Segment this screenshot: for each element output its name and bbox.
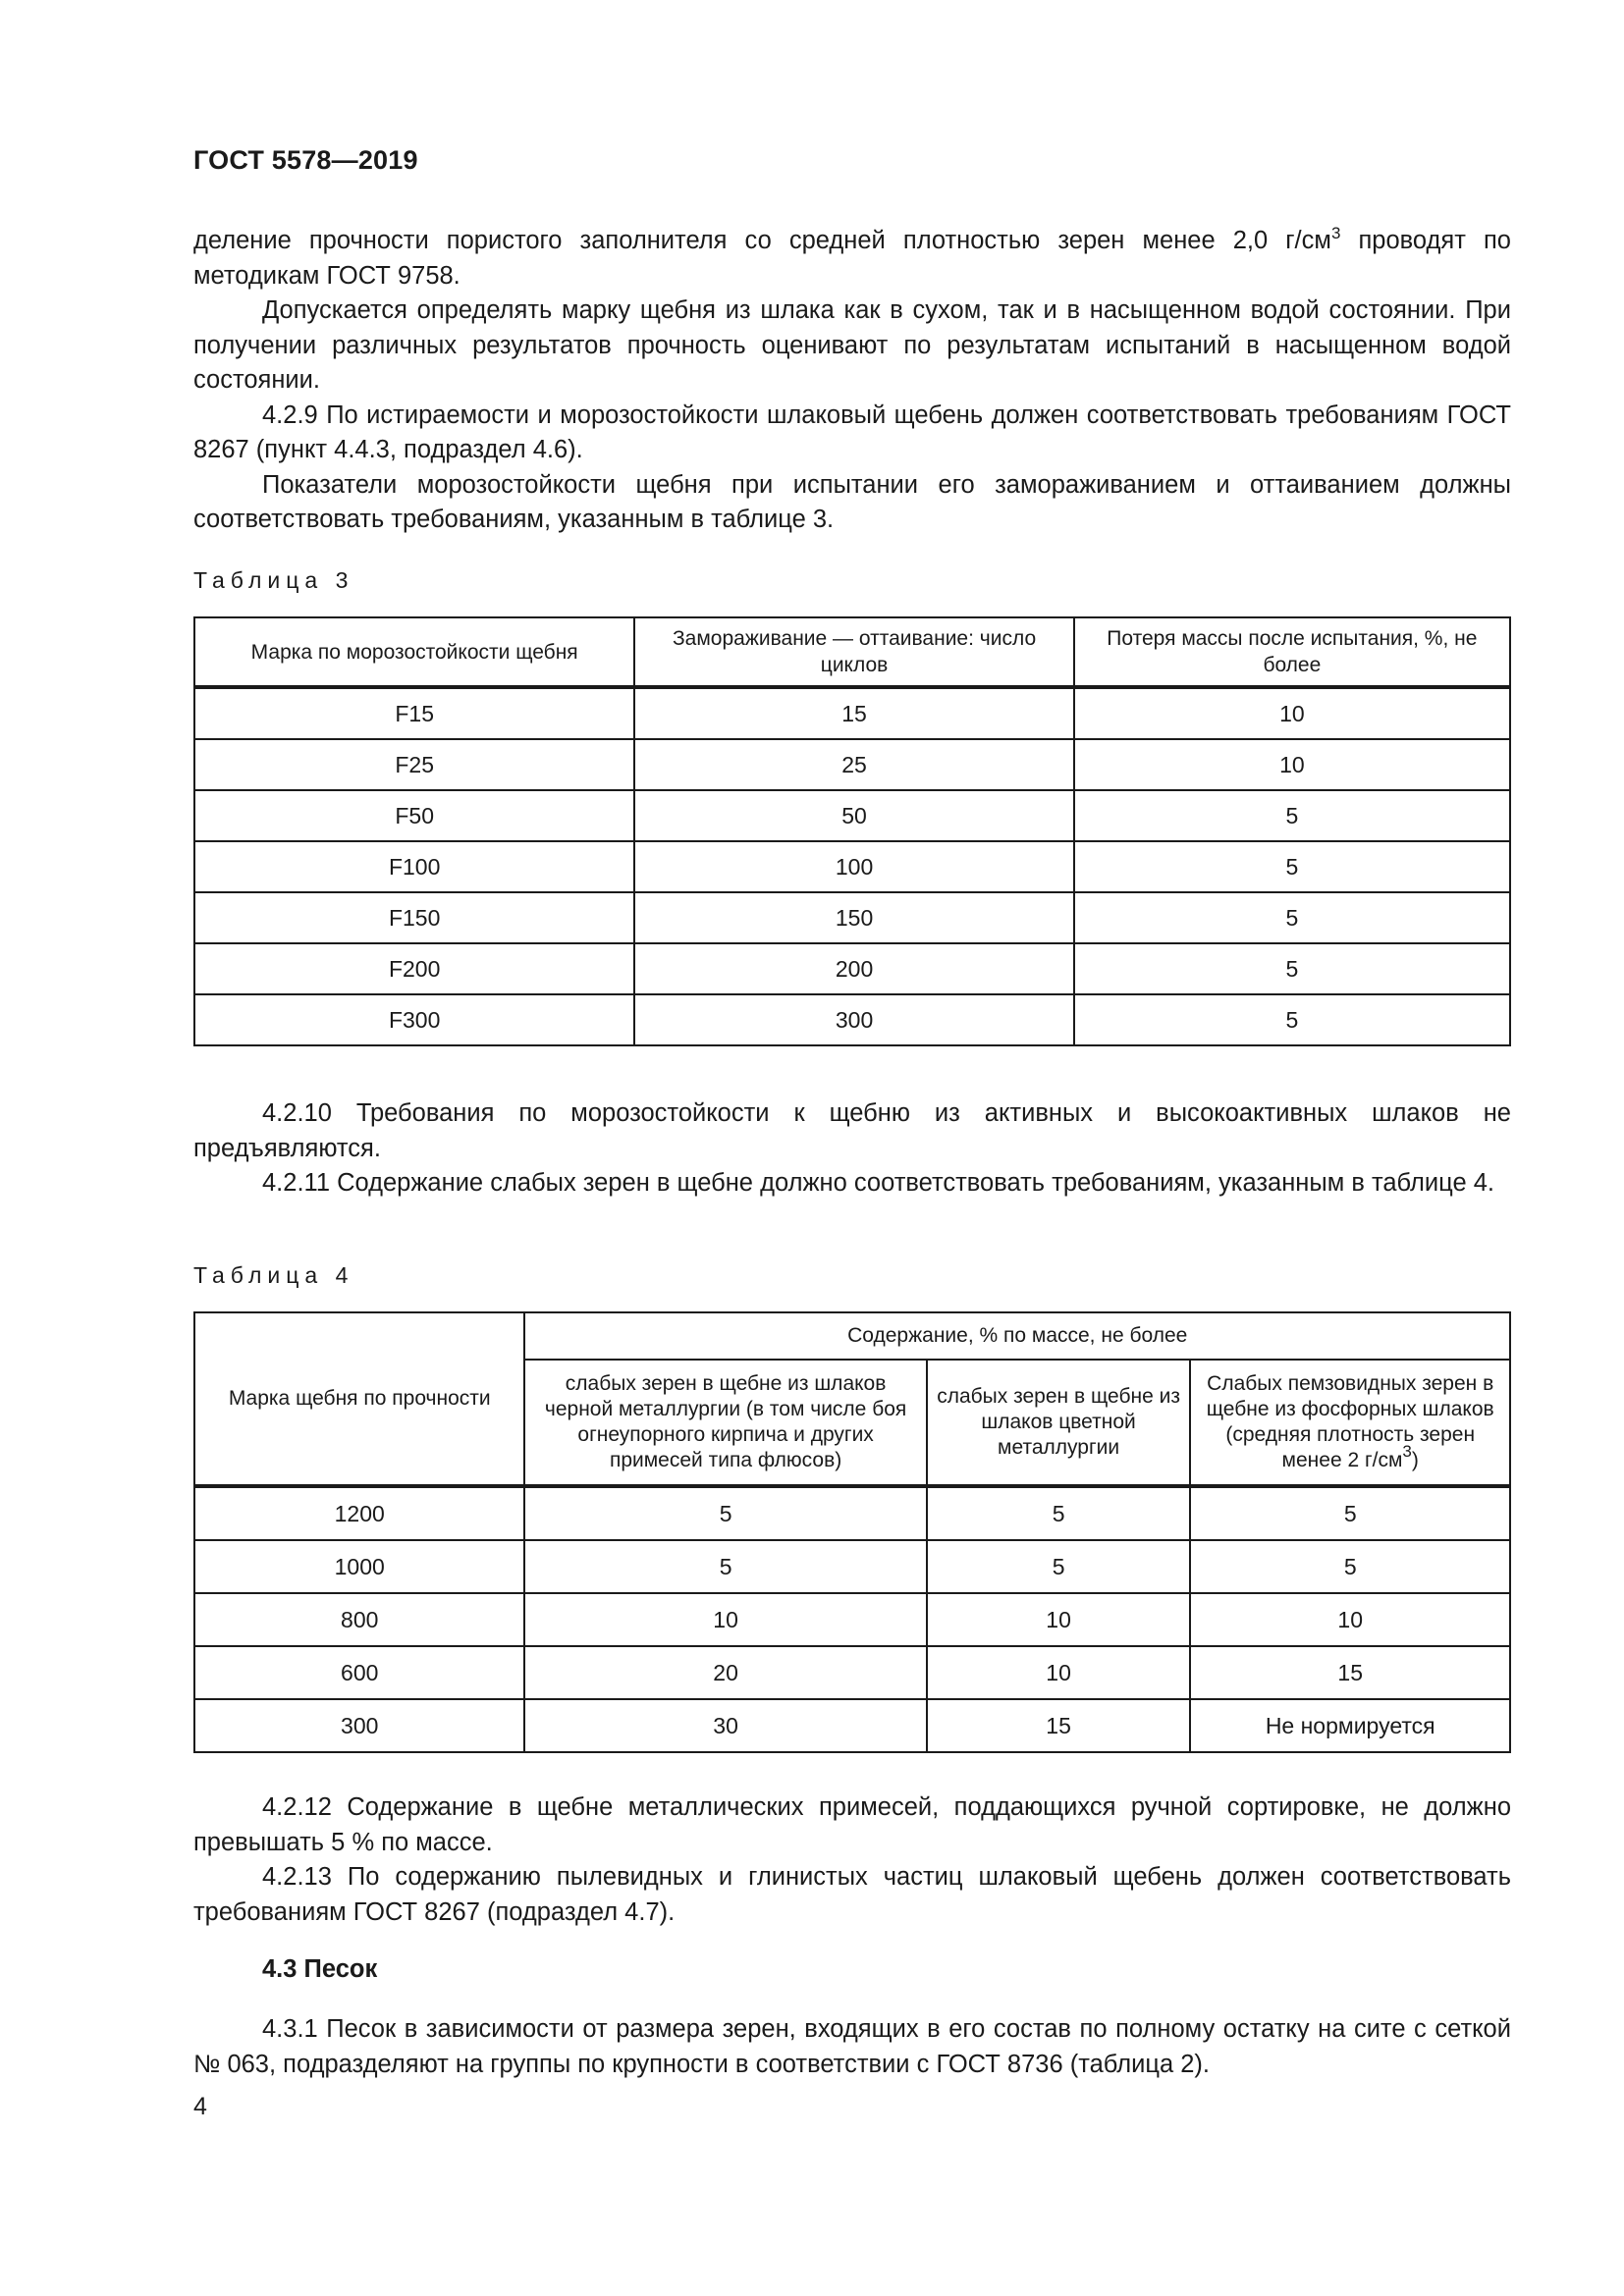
paragraph-4-2-11: 4.2.11 Содержание слабых зерен в щебне должно соответствовать требованиям, указанным в таблице 4. <box>262 1169 1494 1197</box>
table-cell: F100 <box>194 841 634 892</box>
paragraph-dry-wet: Допускается определять марку щебня из шлака как в сухом, так и в насыщенном водой состоянии. При получении различных результатов прочность оценивают по результатам испытаний в насыщенном водой состоянии. <box>193 296 1511 394</box>
table-cell: 15 <box>1190 1646 1510 1699</box>
table-cell: 800 <box>194 1593 524 1646</box>
table-cell: F150 <box>194 892 634 943</box>
table-cell: 5 <box>1074 892 1510 943</box>
document-page <box>193 0 1511 2296</box>
table-cell: 600 <box>194 1646 524 1699</box>
top-text <box>193 224 1511 538</box>
table-cell: F50 <box>194 790 634 841</box>
last-text <box>193 2012 1511 2082</box>
table-row <box>194 1699 1510 1752</box>
section-heading: 4.3 Песок <box>262 1955 378 1983</box>
table-cell: 1000 <box>194 1540 524 1593</box>
table-row <box>194 739 1510 790</box>
middle-text <box>193 1096 1511 1201</box>
paragraph-4-2-12: 4.2.12 Содержание в щебне металлических примесей, поддающихся ручной сортировке, не должно превышать 5 % по массе. <box>193 1793 1511 1856</box>
table-cell: 5 <box>524 1486 926 1540</box>
table-cell: 10 <box>927 1646 1191 1699</box>
table-cell: 5 <box>1074 943 1510 994</box>
table-cell: 10 <box>1190 1593 1510 1646</box>
paragraph-4-2-13: 4.2.13 По содержанию пылевидных и глинистых частиц шлаковый щебень должен соответствовать требованиям ГОСТ 8267 (подраздел 4.7). <box>193 1863 1511 1926</box>
table4-subheader: слабых зерен в щебне из шлаков цветной металлургии <box>927 1360 1191 1486</box>
table-cell: 10 <box>1074 687 1510 739</box>
table4-subheader: слабых зерен в щебне из шлаков черной металлургии (в том числе боя огнеупорного кирпича и других примесей типа флюсов) <box>524 1360 926 1486</box>
table-cell: 5 <box>927 1540 1191 1593</box>
paragraph-4-3-1: 4.3.1 Песок в зависимости от размера зерен, входящих в его состав по полному остатку на сите с сеткой № 063, подразделяют на группы по крупности в соответствии с ГОСТ 8736 (таблица 2). <box>193 2015 1511 2078</box>
table-cell: 5 <box>524 1540 926 1593</box>
table-cell: 5 <box>927 1486 1191 1540</box>
table4-header-row <box>194 1312 1510 1360</box>
table-row <box>194 1646 1510 1699</box>
paragraph-4-2-9: 4.2.9 По истираемости и морозостойкости шлаковый щебень должен соответствовать требованиям ГОСТ 8267 (пункт 4.4.3, подраздел 4.6). <box>193 400 1511 463</box>
table-row <box>194 687 1510 739</box>
table-cell: 15 <box>927 1699 1191 1752</box>
table-cell: 100 <box>634 841 1073 892</box>
table4-header-grade: Марка щебня по прочности <box>194 1312 524 1486</box>
document-header: ГОСТ 5578—2019 <box>193 145 418 175</box>
table-cell: 150 <box>634 892 1073 943</box>
table-row <box>194 1540 1510 1593</box>
table-row <box>194 790 1510 841</box>
table-row <box>194 1486 1510 1540</box>
table3 <box>193 616 1511 1046</box>
page-number: 4 <box>193 2093 207 2120</box>
table3-header: Потеря массы после испытания, %, не более <box>1074 617 1510 687</box>
table3-header-row <box>194 617 1510 687</box>
table-cell: 300 <box>634 994 1073 1045</box>
table-cell: 10 <box>524 1593 926 1646</box>
table4 <box>193 1311 1511 1753</box>
table-cell: 10 <box>927 1593 1191 1646</box>
table4-subheader: Слабых пемзовидных зерен в щебне из фосфорных шлаков (средняя плотность зерен менее 2 $г/см^3$) <box>1190 1360 1510 1486</box>
table-row <box>194 943 1510 994</box>
table3-caption: Таблица 3 <box>193 567 354 593</box>
table-cell: F200 <box>194 943 634 994</box>
table-cell: 5 <box>1074 994 1510 1045</box>
bottom-text <box>193 1790 1511 1930</box>
table-cell: 1200 <box>194 1486 524 1540</box>
table-row <box>194 994 1510 1045</box>
table-row <box>194 1593 1510 1646</box>
table-cell: 15 <box>634 687 1073 739</box>
table-cell: F15 <box>194 687 634 739</box>
table-cell: Не нормируется <box>1190 1699 1510 1752</box>
table-cell: 5 <box>1190 1540 1510 1593</box>
table-cell: 10 <box>1074 739 1510 790</box>
table-cell: 20 <box>524 1646 926 1699</box>
paragraph-strength-continuation: деление прочности пористого заполнителя со средней плотностью зерен менее 2,0 $г/см^3$ проводят по методикам ГОСТ 9758. <box>193 224 1511 290</box>
table-row <box>194 892 1510 943</box>
table3-header: Замораживание — оттаивание: число циклов <box>634 617 1073 687</box>
paragraph-4-2-10: 4.2.10 Требования по морозостойкости к щебню из активных и высокоактивных шлаков не предъявляются. <box>193 1099 1511 1162</box>
table-cell: 5 <box>1074 790 1510 841</box>
table-cell: 25 <box>634 739 1073 790</box>
table-cell: 5 <box>1190 1486 1510 1540</box>
table3-header: Марка по морозостойкости щебня <box>194 617 634 687</box>
table-row <box>194 841 1510 892</box>
table-cell: F25 <box>194 739 634 790</box>
table-cell: 5 <box>1074 841 1510 892</box>
table-cell: 30 <box>524 1699 926 1752</box>
table-cell: F300 <box>194 994 634 1045</box>
table4-header-group: Содержание, % по массе, не более <box>524 1312 1510 1360</box>
table-cell: 200 <box>634 943 1073 994</box>
table4-caption: Таблица 4 <box>193 1262 354 1288</box>
paragraph-frost-indicators: Показатели морозостойкости щебня при испытании его замораживанием и оттаиванием должны соответствовать требованиям, указанным в таблице 3. <box>193 470 1511 533</box>
table-cell: 50 <box>634 790 1073 841</box>
table-cell: 300 <box>194 1699 524 1752</box>
